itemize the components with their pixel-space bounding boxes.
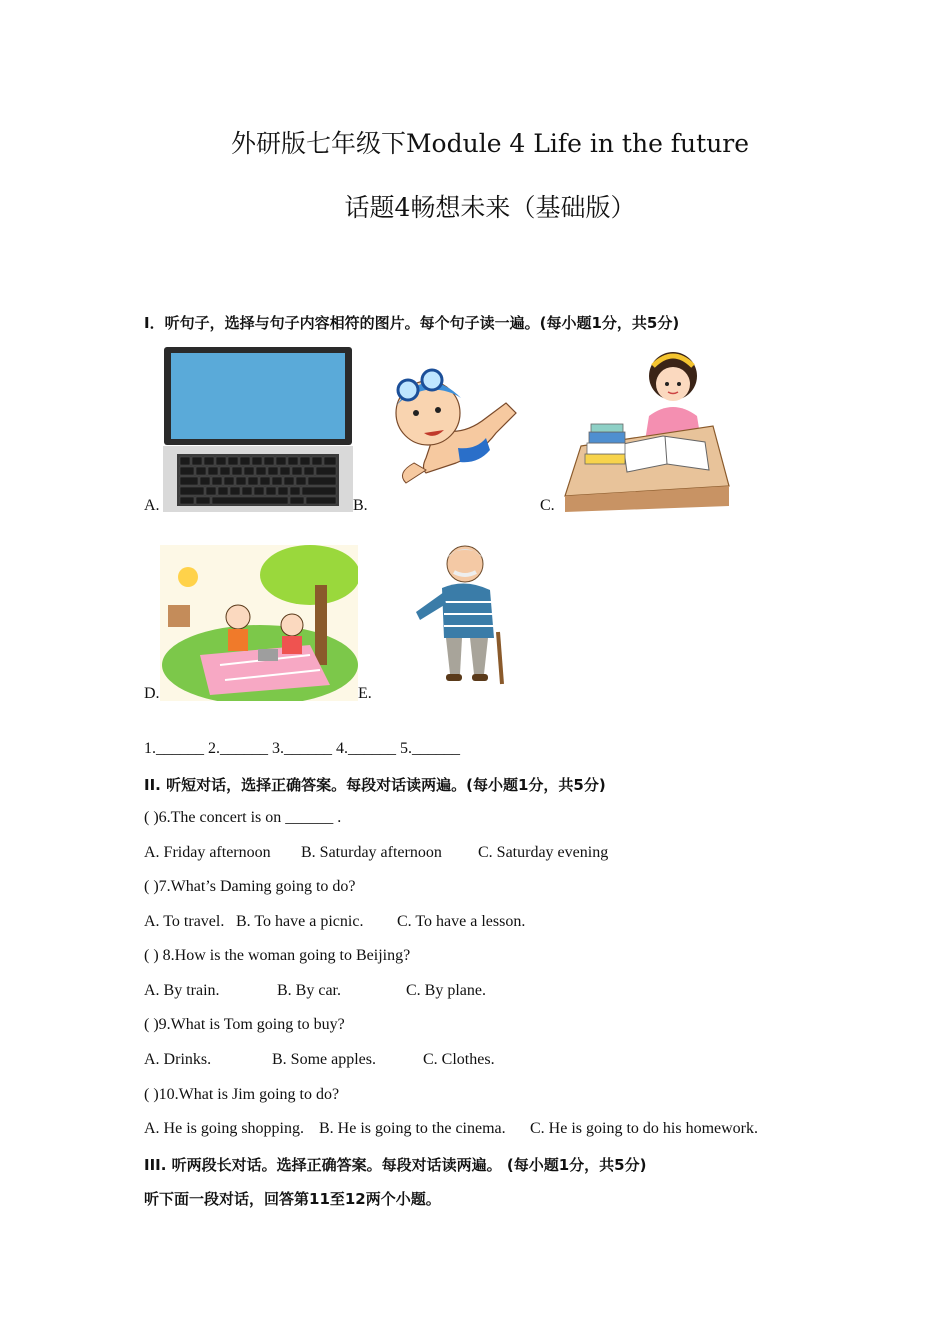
section-3-subheading: 听下面一段对话，回答第11至12两个小题。 — [144, 1190, 441, 1208]
option-c-label: C. — [540, 497, 555, 514]
q7-option-b[interactable]: B. To have a picnic. — [236, 913, 364, 930]
section-3-heading: III. 听两段长对话。选择正确答案。每段对话读两遍。 (每小题1分，共5分) — [144, 1156, 647, 1174]
q6-option-c[interactable]: C. Saturday evening — [478, 844, 609, 861]
answer-blanks[interactable]: 1.______ 2.______ 3.______ 4.______ 5.______ — [144, 740, 460, 757]
q7-option-a[interactable]: A. To travel. — [144, 913, 225, 930]
question-10-options — [144, 1120, 758, 1138]
question-9-stem: ( )9.What is Tom going to buy? — [144, 1016, 345, 1033]
q8-option-b[interactable]: B. By car. — [277, 982, 341, 999]
q6-option-a[interactable]: A. Friday afternoon — [144, 844, 271, 861]
grandfather-icon — [410, 542, 510, 687]
document-title: 外研版七年级下Module 4 Life in the future — [230, 129, 750, 158]
q10-option-a[interactable]: A. He is going shopping. — [144, 1120, 304, 1137]
q9-option-b[interactable]: B. Some apples. — [272, 1051, 376, 1068]
option-b-label: B. — [353, 497, 368, 514]
option-a-label: A. — [144, 497, 160, 514]
q10-option-b[interactable]: B. He is going to the cinema. — [319, 1120, 506, 1137]
question-8-options — [144, 982, 486, 1000]
question-9-options — [144, 1051, 495, 1069]
picnic-icon — [160, 545, 358, 701]
document-subtitle: 话题4畅想未来（基础版） — [344, 193, 636, 222]
option-e-label: E. — [358, 685, 372, 702]
option-d-label: D. — [144, 685, 160, 702]
section-2-heading: II. 听短对话，选择正确答案。每段对话读两遍。(每小题1分，共5分) — [144, 776, 606, 794]
girl-studying-icon — [563, 346, 731, 514]
q9-option-c[interactable]: C. Clothes. — [423, 1051, 495, 1068]
question-7-options — [144, 913, 526, 931]
question-8-stem: ( ) 8.How is the woman going to Beijing? — [144, 947, 411, 964]
q10-option-c[interactable]: C. He is going to do his homework. — [530, 1120, 758, 1137]
question-6-stem: ( )6.The concert is on ______ . — [144, 809, 342, 826]
q7-option-c[interactable]: C. To have a lesson. — [397, 913, 526, 930]
section-1-heading: I．听句子，选择与句子内容相符的图片。每个句子读一遍。(每小题1分，共5分) — [144, 314, 680, 332]
q8-option-a[interactable]: A. By train. — [144, 982, 220, 999]
swimmer-icon — [386, 358, 526, 498]
q9-option-a[interactable]: A. Drinks. — [144, 1051, 212, 1068]
question-6-options — [144, 844, 609, 862]
laptop-icon — [163, 346, 353, 512]
question-10-stem: ( )10.What is Jim going to do? — [144, 1086, 340, 1103]
q8-option-c[interactable]: C. By plane. — [406, 982, 486, 999]
question-7-stem: ( )7.What’s Daming going to do? — [144, 878, 356, 895]
q6-option-b[interactable]: B. Saturday afternoon — [301, 844, 442, 861]
